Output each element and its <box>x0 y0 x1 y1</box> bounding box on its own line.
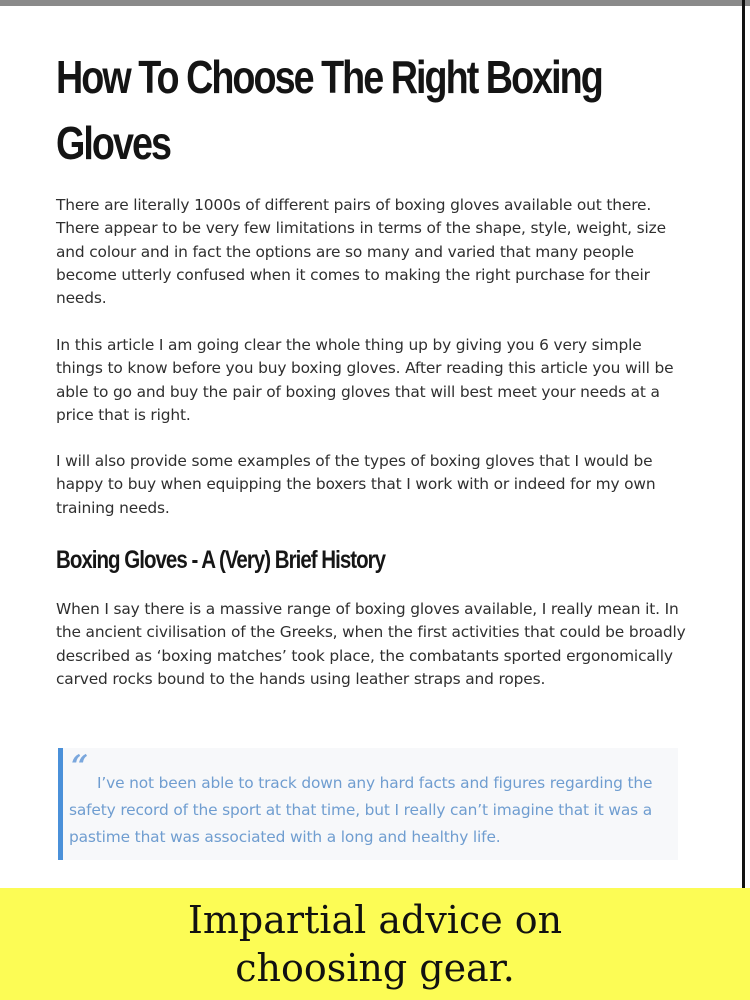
blockquote <box>58 748 678 860</box>
history-paragraph: When I say there is a massive range of boxing gloves available, I really mean it. In the ancient civilisation of the Greeks, when the first activities that could be broadly described as ‘boxing matches’ took place, the combatants sported ergonomically carved rocks bound to the hands using leather straps and ropes. <box>56 600 686 688</box>
caption-text <box>0 896 750 992</box>
section-heading: Boxing Gloves - A (Very) Brief History <box>56 546 386 574</box>
caption-banner <box>0 888 750 1000</box>
article <box>56 44 686 688</box>
caption-line-1: Impartial advice on <box>187 898 563 942</box>
top-divider <box>0 0 750 6</box>
page-edge <box>742 0 745 890</box>
caption-line-2: choosing gear. <box>235 946 515 990</box>
quote-mark-icon: “ <box>71 749 89 784</box>
intro-paragraph-1: There are literally 1000s of different pairs of boxing gloves available out there. There appear to be very few limitations in terms of the shape, style, weight, size and colour and in fact the options are so many and varied that many people become utterly confused when it comes to making the right purchase for their needs. <box>56 196 666 308</box>
intro-paragraph-3: I will also provide some examples of the types of boxing gloves that I would be happy to buy when equipping the boxers that I work with or indeed for my own training needs. <box>56 452 656 517</box>
article-title: How To Choose The Right Boxing Gloves <box>56 51 602 169</box>
intro-paragraph-2: In this article I am going clear the whole thing up by giving you 6 very simple things to know before you buy boxing gloves. After reading this article you will be able to go and buy the pair of boxing gloves that will best meet your needs at a price that is right. <box>56 336 674 424</box>
quote-text: I’ve not been able to track down any hard facts and figures regarding the safety record of the sport at that time, but I really can’t imagine that it was a pastime that was associated with a long and healthy life. <box>69 774 653 846</box>
